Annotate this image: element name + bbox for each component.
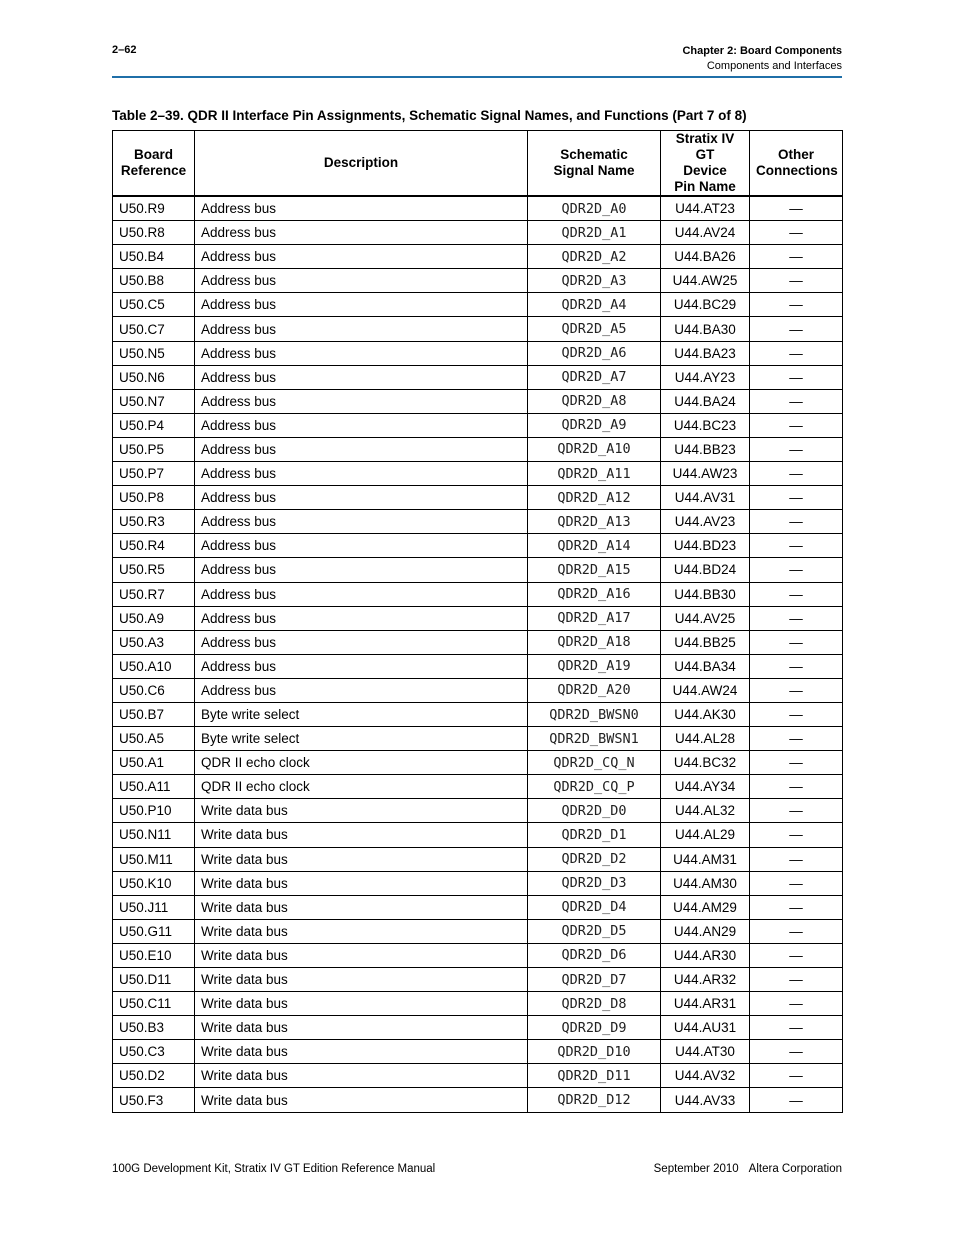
- table-row: [113, 341, 843, 365]
- other-connections-cell: —: [750, 534, 843, 558]
- description-cell: Write data bus: [195, 968, 528, 992]
- board-reference-cell: U50.P4: [113, 413, 195, 437]
- table-row: [113, 992, 843, 1016]
- signal-name-cell: QDR2D_A15: [528, 558, 661, 582]
- signal-name-cell: QDR2D_D3: [528, 871, 661, 895]
- board-reference-cell: U50.P5: [113, 437, 195, 461]
- pin-name-cell: U44.BB25: [661, 630, 750, 654]
- other-connections-cell: —: [750, 317, 843, 341]
- col-header-schematic-signal-name: Schematic Signal Name: [528, 131, 661, 197]
- description-cell: Write data bus: [195, 895, 528, 919]
- signal-name-cell: QDR2D_A2: [528, 245, 661, 269]
- description-cell: Write data bus: [195, 1016, 528, 1040]
- table-row: [113, 365, 843, 389]
- other-connections-cell: —: [750, 269, 843, 293]
- signal-name-cell: QDR2D_D2: [528, 847, 661, 871]
- signal-name-cell: QDR2D_D1: [528, 823, 661, 847]
- board-reference-cell: U50.P7: [113, 462, 195, 486]
- pin-name-cell: U44.BA30: [661, 317, 750, 341]
- description-cell: Address bus: [195, 389, 528, 413]
- other-connections-cell: —: [750, 293, 843, 317]
- description-cell: Address bus: [195, 606, 528, 630]
- signal-name-cell: QDR2D_A18: [528, 630, 661, 654]
- pin-name-cell: U44.BC32: [661, 751, 750, 775]
- other-connections-cell: —: [750, 630, 843, 654]
- signal-name-cell: QDR2D_A5: [528, 317, 661, 341]
- board-reference-cell: U50.B7: [113, 702, 195, 726]
- signal-name-cell: QDR2D_A19: [528, 654, 661, 678]
- pin-name-cell: U44.AK30: [661, 702, 750, 726]
- signal-name-cell: QDR2D_D12: [528, 1088, 661, 1112]
- pin-name-cell: U44.BA23: [661, 341, 750, 365]
- board-reference-cell: U50.B3: [113, 1016, 195, 1040]
- table-row: [113, 943, 843, 967]
- signal-name-cell: QDR2D_D9: [528, 1016, 661, 1040]
- signal-name-cell: QDR2D_A0: [528, 196, 661, 221]
- pin-name-cell: U44.AN29: [661, 919, 750, 943]
- board-reference-cell: U50.B8: [113, 269, 195, 293]
- running-header: [682, 44, 842, 74]
- table-row: [113, 558, 843, 582]
- other-connections-cell: —: [750, 992, 843, 1016]
- table-row: [113, 895, 843, 919]
- signal-name-cell: QDR2D_D8: [528, 992, 661, 1016]
- signal-name-cell: QDR2D_BWSN0: [528, 702, 661, 726]
- pin-name-cell: U44.AR31: [661, 992, 750, 1016]
- table-row: [113, 413, 843, 437]
- table-row: [113, 486, 843, 510]
- board-reference-cell: U50.B4: [113, 245, 195, 269]
- description-cell: Address bus: [195, 413, 528, 437]
- description-cell: Address bus: [195, 341, 528, 365]
- pin-name-cell: U44.BC29: [661, 293, 750, 317]
- signal-name-cell: QDR2D_D4: [528, 895, 661, 919]
- description-cell: Write data bus: [195, 1088, 528, 1112]
- other-connections-cell: —: [750, 654, 843, 678]
- table-row: [113, 534, 843, 558]
- board-reference-cell: U50.R9: [113, 196, 195, 221]
- table-row: [113, 1040, 843, 1064]
- description-cell: Address bus: [195, 245, 528, 269]
- board-reference-cell: U50.C6: [113, 678, 195, 702]
- other-connections-cell: —: [750, 919, 843, 943]
- table-row: [113, 462, 843, 486]
- pin-name-cell: U44.BB23: [661, 437, 750, 461]
- board-reference-cell: U50.A10: [113, 654, 195, 678]
- other-connections-cell: —: [750, 437, 843, 461]
- board-reference-cell: U50.F3: [113, 1088, 195, 1112]
- description-cell: Address bus: [195, 534, 528, 558]
- pin-name-cell: U44.AV32: [661, 1064, 750, 1088]
- table-header-row: [113, 131, 843, 197]
- footer-date: September 2010: [653, 1163, 739, 1175]
- pin-name-cell: U44.AR30: [661, 943, 750, 967]
- table-row: [113, 196, 843, 221]
- board-reference-cell: U50.A1: [113, 751, 195, 775]
- other-connections-cell: —: [750, 895, 843, 919]
- other-connections-cell: —: [750, 462, 843, 486]
- pin-name-cell: U44.BA24: [661, 389, 750, 413]
- description-cell: Address bus: [195, 510, 528, 534]
- description-cell: Write data bus: [195, 871, 528, 895]
- signal-name-cell: QDR2D_D5: [528, 919, 661, 943]
- pin-name-cell: U44.BD24: [661, 558, 750, 582]
- other-connections-cell: —: [750, 1064, 843, 1088]
- signal-name-cell: QDR2D_A17: [528, 606, 661, 630]
- description-cell: Write data bus: [195, 1064, 528, 1088]
- table-row: [113, 799, 843, 823]
- description-cell: Address bus: [195, 654, 528, 678]
- signal-name-cell: QDR2D_A20: [528, 678, 661, 702]
- table-row: [113, 678, 843, 702]
- pin-name-cell: U44.AM31: [661, 847, 750, 871]
- signal-name-cell: QDR2D_CQ_N: [528, 751, 661, 775]
- pin-name-cell: U44.AW23: [661, 462, 750, 486]
- pin-name-cell: U44.AU31: [661, 1016, 750, 1040]
- description-cell: Address bus: [195, 365, 528, 389]
- other-connections-cell: —: [750, 943, 843, 967]
- pin-name-cell: U44.AL32: [661, 799, 750, 823]
- table-row: [113, 510, 843, 534]
- other-connections-cell: —: [750, 486, 843, 510]
- board-reference-cell: U50.R3: [113, 510, 195, 534]
- other-connections-cell: —: [750, 968, 843, 992]
- signal-name-cell: QDR2D_CQ_P: [528, 775, 661, 799]
- board-reference-cell: U50.E10: [113, 943, 195, 967]
- board-reference-cell: U50.R7: [113, 582, 195, 606]
- board-reference-cell: U50.A3: [113, 630, 195, 654]
- other-connections-cell: —: [750, 775, 843, 799]
- signal-name-cell: QDR2D_A11: [528, 462, 661, 486]
- signal-name-cell: QDR2D_A8: [528, 389, 661, 413]
- table-body: [113, 196, 843, 1112]
- pin-name-cell: U44.AW24: [661, 678, 750, 702]
- description-cell: Address bus: [195, 437, 528, 461]
- board-reference-cell: U50.J11: [113, 895, 195, 919]
- table-row: [113, 630, 843, 654]
- pin-name-cell: U44.AW25: [661, 269, 750, 293]
- board-reference-cell: U50.N5: [113, 341, 195, 365]
- description-cell: Address bus: [195, 582, 528, 606]
- board-reference-cell: U50.C5: [113, 293, 195, 317]
- description-cell: Byte write select: [195, 727, 528, 751]
- other-connections-cell: —: [750, 702, 843, 726]
- pin-name-cell: U44.AV24: [661, 221, 750, 245]
- other-connections-cell: —: [750, 678, 843, 702]
- board-reference-cell: U50.D11: [113, 968, 195, 992]
- table-row: [113, 919, 843, 943]
- description-cell: Address bus: [195, 678, 528, 702]
- signal-name-cell: QDR2D_A12: [528, 486, 661, 510]
- board-reference-cell: U50.K10: [113, 871, 195, 895]
- pin-name-cell: U44.BA34: [661, 654, 750, 678]
- other-connections-cell: —: [750, 606, 843, 630]
- description-cell: QDR II echo clock: [195, 751, 528, 775]
- table-row: [113, 221, 843, 245]
- table-row: [113, 1088, 843, 1112]
- board-reference-cell: U50.A11: [113, 775, 195, 799]
- header-rule: [112, 76, 842, 78]
- description-cell: QDR II echo clock: [195, 775, 528, 799]
- other-connections-cell: —: [750, 1016, 843, 1040]
- pin-name-cell: U44.AM30: [661, 871, 750, 895]
- board-reference-cell: U50.R8: [113, 221, 195, 245]
- table-row: [113, 389, 843, 413]
- table-row: [113, 654, 843, 678]
- table-row: [113, 437, 843, 461]
- description-cell: Write data bus: [195, 919, 528, 943]
- signal-name-cell: QDR2D_A9: [528, 413, 661, 437]
- table-row: [113, 823, 843, 847]
- table-row: [113, 317, 843, 341]
- other-connections-cell: —: [750, 221, 843, 245]
- signal-name-cell: QDR2D_A10: [528, 437, 661, 461]
- pin-name-cell: U44.BC23: [661, 413, 750, 437]
- board-reference-cell: U50.G11: [113, 919, 195, 943]
- col-header-description: Description: [195, 131, 528, 197]
- board-reference-cell: U50.N6: [113, 365, 195, 389]
- other-connections-cell: —: [750, 1088, 843, 1112]
- board-reference-cell: U50.R5: [113, 558, 195, 582]
- signal-name-cell: QDR2D_A13: [528, 510, 661, 534]
- table-row: [113, 847, 843, 871]
- footer-manual-title: 100G Development Kit, Stratix IV GT Edition Reference Manual: [112, 1163, 436, 1175]
- table-row: [113, 606, 843, 630]
- description-cell: Write data bus: [195, 847, 528, 871]
- pin-assignment-table: [112, 130, 843, 1113]
- board-reference-cell: U50.P10: [113, 799, 195, 823]
- chapter-title: Chapter 2: Board Components: [682, 45, 842, 57]
- description-cell: Address bus: [195, 317, 528, 341]
- col-header-device-pin-name: Stratix IV GT Device Pin Name: [661, 131, 750, 197]
- page-number: 2–62: [112, 44, 137, 56]
- other-connections-cell: —: [750, 751, 843, 775]
- signal-name-cell: QDR2D_D0: [528, 799, 661, 823]
- table-row: [113, 582, 843, 606]
- description-cell: Write data bus: [195, 823, 528, 847]
- table-row: [113, 1016, 843, 1040]
- table-row: [113, 727, 843, 751]
- table-row: [113, 871, 843, 895]
- pin-name-cell: U44.AV31: [661, 486, 750, 510]
- other-connections-cell: —: [750, 823, 843, 847]
- other-connections-cell: —: [750, 871, 843, 895]
- description-cell: Address bus: [195, 558, 528, 582]
- other-connections-cell: —: [750, 582, 843, 606]
- pin-name-cell: U44.AY23: [661, 365, 750, 389]
- other-connections-cell: —: [750, 389, 843, 413]
- board-reference-cell: U50.A5: [113, 727, 195, 751]
- pin-name-cell: U44.AV33: [661, 1088, 750, 1112]
- signal-name-cell: QDR2D_A4: [528, 293, 661, 317]
- signal-name-cell: QDR2D_A7: [528, 365, 661, 389]
- description-cell: Address bus: [195, 269, 528, 293]
- board-reference-cell: U50.D2: [113, 1064, 195, 1088]
- pin-name-cell: U44.AV25: [661, 606, 750, 630]
- description-cell: Address bus: [195, 293, 528, 317]
- other-connections-cell: —: [750, 413, 843, 437]
- board-reference-cell: U50.P8: [113, 486, 195, 510]
- board-reference-cell: U50.R4: [113, 534, 195, 558]
- pin-name-cell: U44.AR32: [661, 968, 750, 992]
- col-header-board-reference: Board Reference: [113, 131, 195, 197]
- col-header-other-connections: Other Connections: [750, 131, 843, 197]
- description-cell: Address bus: [195, 196, 528, 221]
- footer-info: [654, 1163, 842, 1175]
- table-row: [113, 751, 843, 775]
- pin-name-cell: U44.BD23: [661, 534, 750, 558]
- other-connections-cell: —: [750, 558, 843, 582]
- section-title: Components and Interfaces: [706, 60, 842, 72]
- other-connections-cell: —: [750, 365, 843, 389]
- other-connections-cell: —: [750, 1040, 843, 1064]
- other-connections-cell: —: [750, 245, 843, 269]
- other-connections-cell: —: [750, 847, 843, 871]
- pin-name-cell: U44.AV23: [661, 510, 750, 534]
- footer-company: Altera Corporation: [748, 1163, 842, 1175]
- table-row: [113, 293, 843, 317]
- table-caption: Table 2–39. QDR II Interface Pin Assignments, Schematic Signal Names, and Functions (Part 7 of 8): [112, 108, 747, 123]
- pin-name-cell: U44.AT23: [661, 196, 750, 221]
- pin-name-cell: U44.AL29: [661, 823, 750, 847]
- pin-name-cell: U44.BA26: [661, 245, 750, 269]
- board-reference-cell: U50.C11: [113, 992, 195, 1016]
- other-connections-cell: —: [750, 799, 843, 823]
- pin-name-cell: U44.BB30: [661, 582, 750, 606]
- pin-name-cell: U44.AT30: [661, 1040, 750, 1064]
- other-connections-cell: —: [750, 196, 843, 221]
- description-cell: Byte write select: [195, 702, 528, 726]
- board-reference-cell: U50.M11: [113, 847, 195, 871]
- description-cell: Write data bus: [195, 1040, 528, 1064]
- signal-name-cell: QDR2D_A16: [528, 582, 661, 606]
- other-connections-cell: —: [750, 727, 843, 751]
- table-row: [113, 702, 843, 726]
- signal-name-cell: QDR2D_BWSN1: [528, 727, 661, 751]
- signal-name-cell: QDR2D_A6: [528, 341, 661, 365]
- signal-name-cell: QDR2D_D6: [528, 943, 661, 967]
- pin-name-cell: U44.AY34: [661, 775, 750, 799]
- signal-name-cell: QDR2D_A1: [528, 221, 661, 245]
- other-connections-cell: —: [750, 510, 843, 534]
- table-row: [113, 245, 843, 269]
- pin-name-cell: U44.AM29: [661, 895, 750, 919]
- signal-name-cell: QDR2D_D11: [528, 1064, 661, 1088]
- signal-name-cell: QDR2D_D10: [528, 1040, 661, 1064]
- board-reference-cell: U50.C7: [113, 317, 195, 341]
- table-row: [113, 269, 843, 293]
- board-reference-cell: U50.N7: [113, 389, 195, 413]
- signal-name-cell: QDR2D_A14: [528, 534, 661, 558]
- description-cell: Address bus: [195, 486, 528, 510]
- board-reference-cell: U50.C3: [113, 1040, 195, 1064]
- description-cell: Write data bus: [195, 943, 528, 967]
- signal-name-cell: QDR2D_D7: [528, 968, 661, 992]
- table-row: [113, 1064, 843, 1088]
- other-connections-cell: —: [750, 341, 843, 365]
- table-row: [113, 775, 843, 799]
- table-row: [113, 968, 843, 992]
- description-cell: Address bus: [195, 630, 528, 654]
- description-cell: Write data bus: [195, 992, 528, 1016]
- description-cell: Write data bus: [195, 799, 528, 823]
- description-cell: Address bus: [195, 462, 528, 486]
- signal-name-cell: QDR2D_A3: [528, 269, 661, 293]
- board-reference-cell: U50.N11: [113, 823, 195, 847]
- pin-name-cell: U44.AL28: [661, 727, 750, 751]
- description-cell: Address bus: [195, 221, 528, 245]
- board-reference-cell: U50.A9: [113, 606, 195, 630]
